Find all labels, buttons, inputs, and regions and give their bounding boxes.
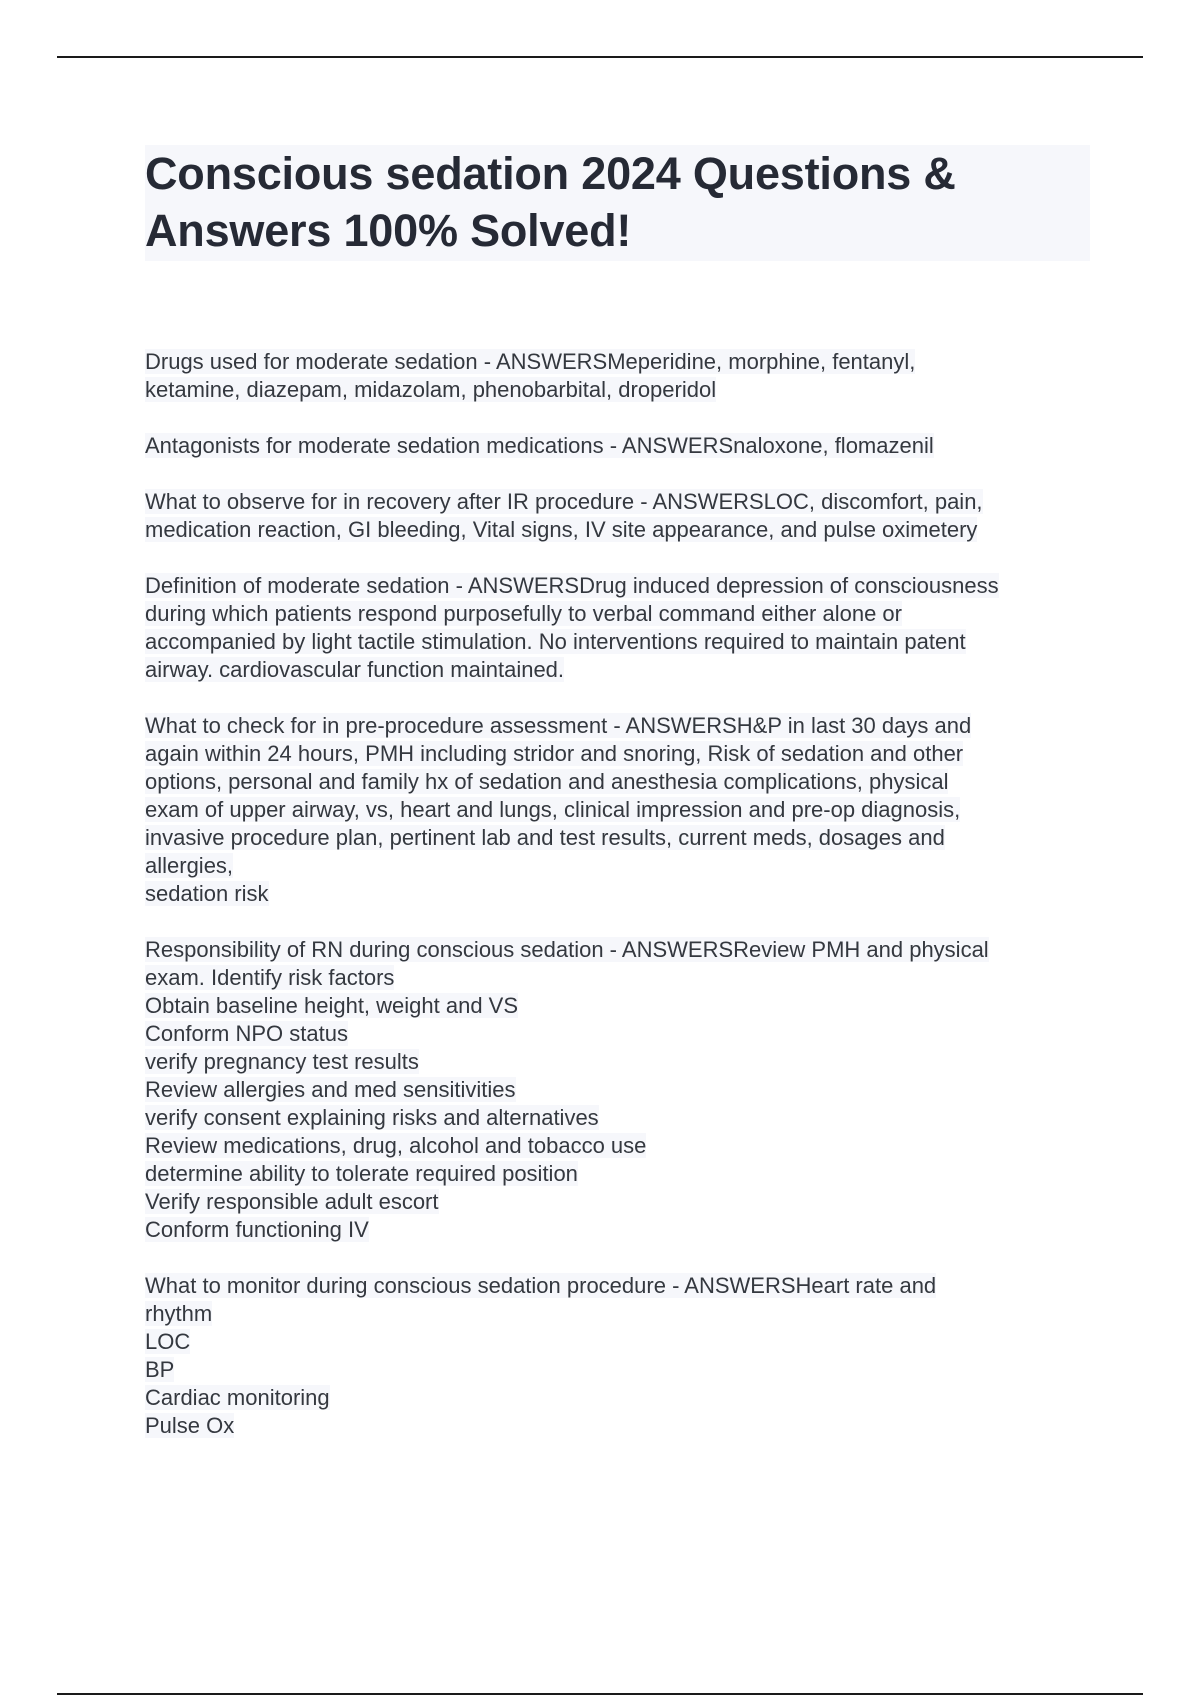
qa-list	[145, 348, 1090, 1440]
bottom-divider	[57, 1693, 1143, 1695]
qa-line: invasive procedure plan, pertinent lab and test results, current meds, dosages and	[145, 825, 945, 850]
qa-entry-sedation-drugs	[145, 348, 1090, 404]
qa-line: accompanied by light tactile stimulation. No interventions required to maintain patent	[145, 629, 966, 654]
qa-line: Conform functioning IV	[145, 1217, 369, 1242]
top-divider	[57, 56, 1143, 58]
page-content	[145, 145, 1090, 1468]
qa-line: ketamine, diazepam, midazolam, phenobarbital, droperidol	[145, 377, 717, 402]
qa-line: medication reaction, GI bleeding, Vital signs, IV site appearance, and pulse oximetery	[145, 517, 978, 542]
qa-line: airway. cardiovascular function maintained.	[145, 657, 565, 682]
qa-line: verify pregnancy test results	[145, 1049, 419, 1074]
qa-line: What to observe for in recovery after IR procedure - ANSWERSLOC, discomfort, pain,	[145, 489, 983, 514]
qa-line: Conform NPO status	[145, 1021, 348, 1046]
qa-entry-recovery-observation	[145, 488, 1090, 544]
qa-line: rhythm	[145, 1301, 213, 1326]
qa-line: Review allergies and med sensitivities	[145, 1077, 516, 1102]
qa-entry-definition	[145, 572, 1090, 684]
qa-line: BP	[145, 1357, 175, 1382]
qa-entry-pre-procedure-assessment	[145, 712, 1090, 908]
qa-line: during which patients respond purposefully to verbal command either alone or	[145, 601, 902, 626]
qa-line: Definition of moderate sedation - ANSWERSDrug induced depression of consciousness	[145, 573, 999, 598]
qa-line: exam of upper airway, vs, heart and lungs, clinical impression and pre-op diagnosis,	[145, 797, 961, 822]
qa-line: sedation risk	[145, 881, 269, 906]
qa-line: Obtain baseline height, weight and VS	[145, 993, 519, 1018]
qa-line: again within 24 hours, PMH including stridor and snoring, Risk of sedation and other	[145, 741, 964, 766]
qa-entry-antagonists	[145, 432, 1090, 460]
qa-line: Cardiac monitoring	[145, 1385, 330, 1410]
qa-line: Responsibility of RN during conscious sedation - ANSWERSReview PMH and physical	[145, 937, 989, 962]
qa-line: Review medications, drug, alcohol and tobacco use	[145, 1133, 647, 1158]
qa-line: determine ability to tolerate required position	[145, 1161, 578, 1186]
qa-line: verify consent explaining risks and alternatives	[145, 1105, 599, 1130]
qa-line: exam. Identify risk factors	[145, 965, 395, 990]
document-title: Conscious sedation 2024 Questions & Answers 100% Solved!	[145, 145, 1090, 261]
qa-entry-rn-responsibility	[145, 936, 1090, 1244]
qa-line: Verify responsible adult escort	[145, 1189, 439, 1214]
qa-line: Pulse Ox	[145, 1413, 235, 1438]
qa-line: LOC	[145, 1329, 191, 1354]
qa-line: Antagonists for moderate sedation medications - ANSWERSnaloxone, flomazenil	[145, 433, 934, 458]
qa-line: options, personal and family hx of sedation and anesthesia complications, physical	[145, 769, 949, 794]
qa-line: What to monitor during conscious sedation procedure - ANSWERSHeart rate and	[145, 1273, 937, 1298]
qa-line: allergies,	[145, 853, 234, 878]
qa-line: Drugs used for moderate sedation - ANSWERSMeperidine, morphine, fentanyl,	[145, 349, 916, 374]
qa-line: What to check for in pre-procedure assessment - ANSWERSH&P in last 30 days and	[145, 713, 972, 738]
qa-entry-procedure-monitoring	[145, 1272, 1090, 1440]
